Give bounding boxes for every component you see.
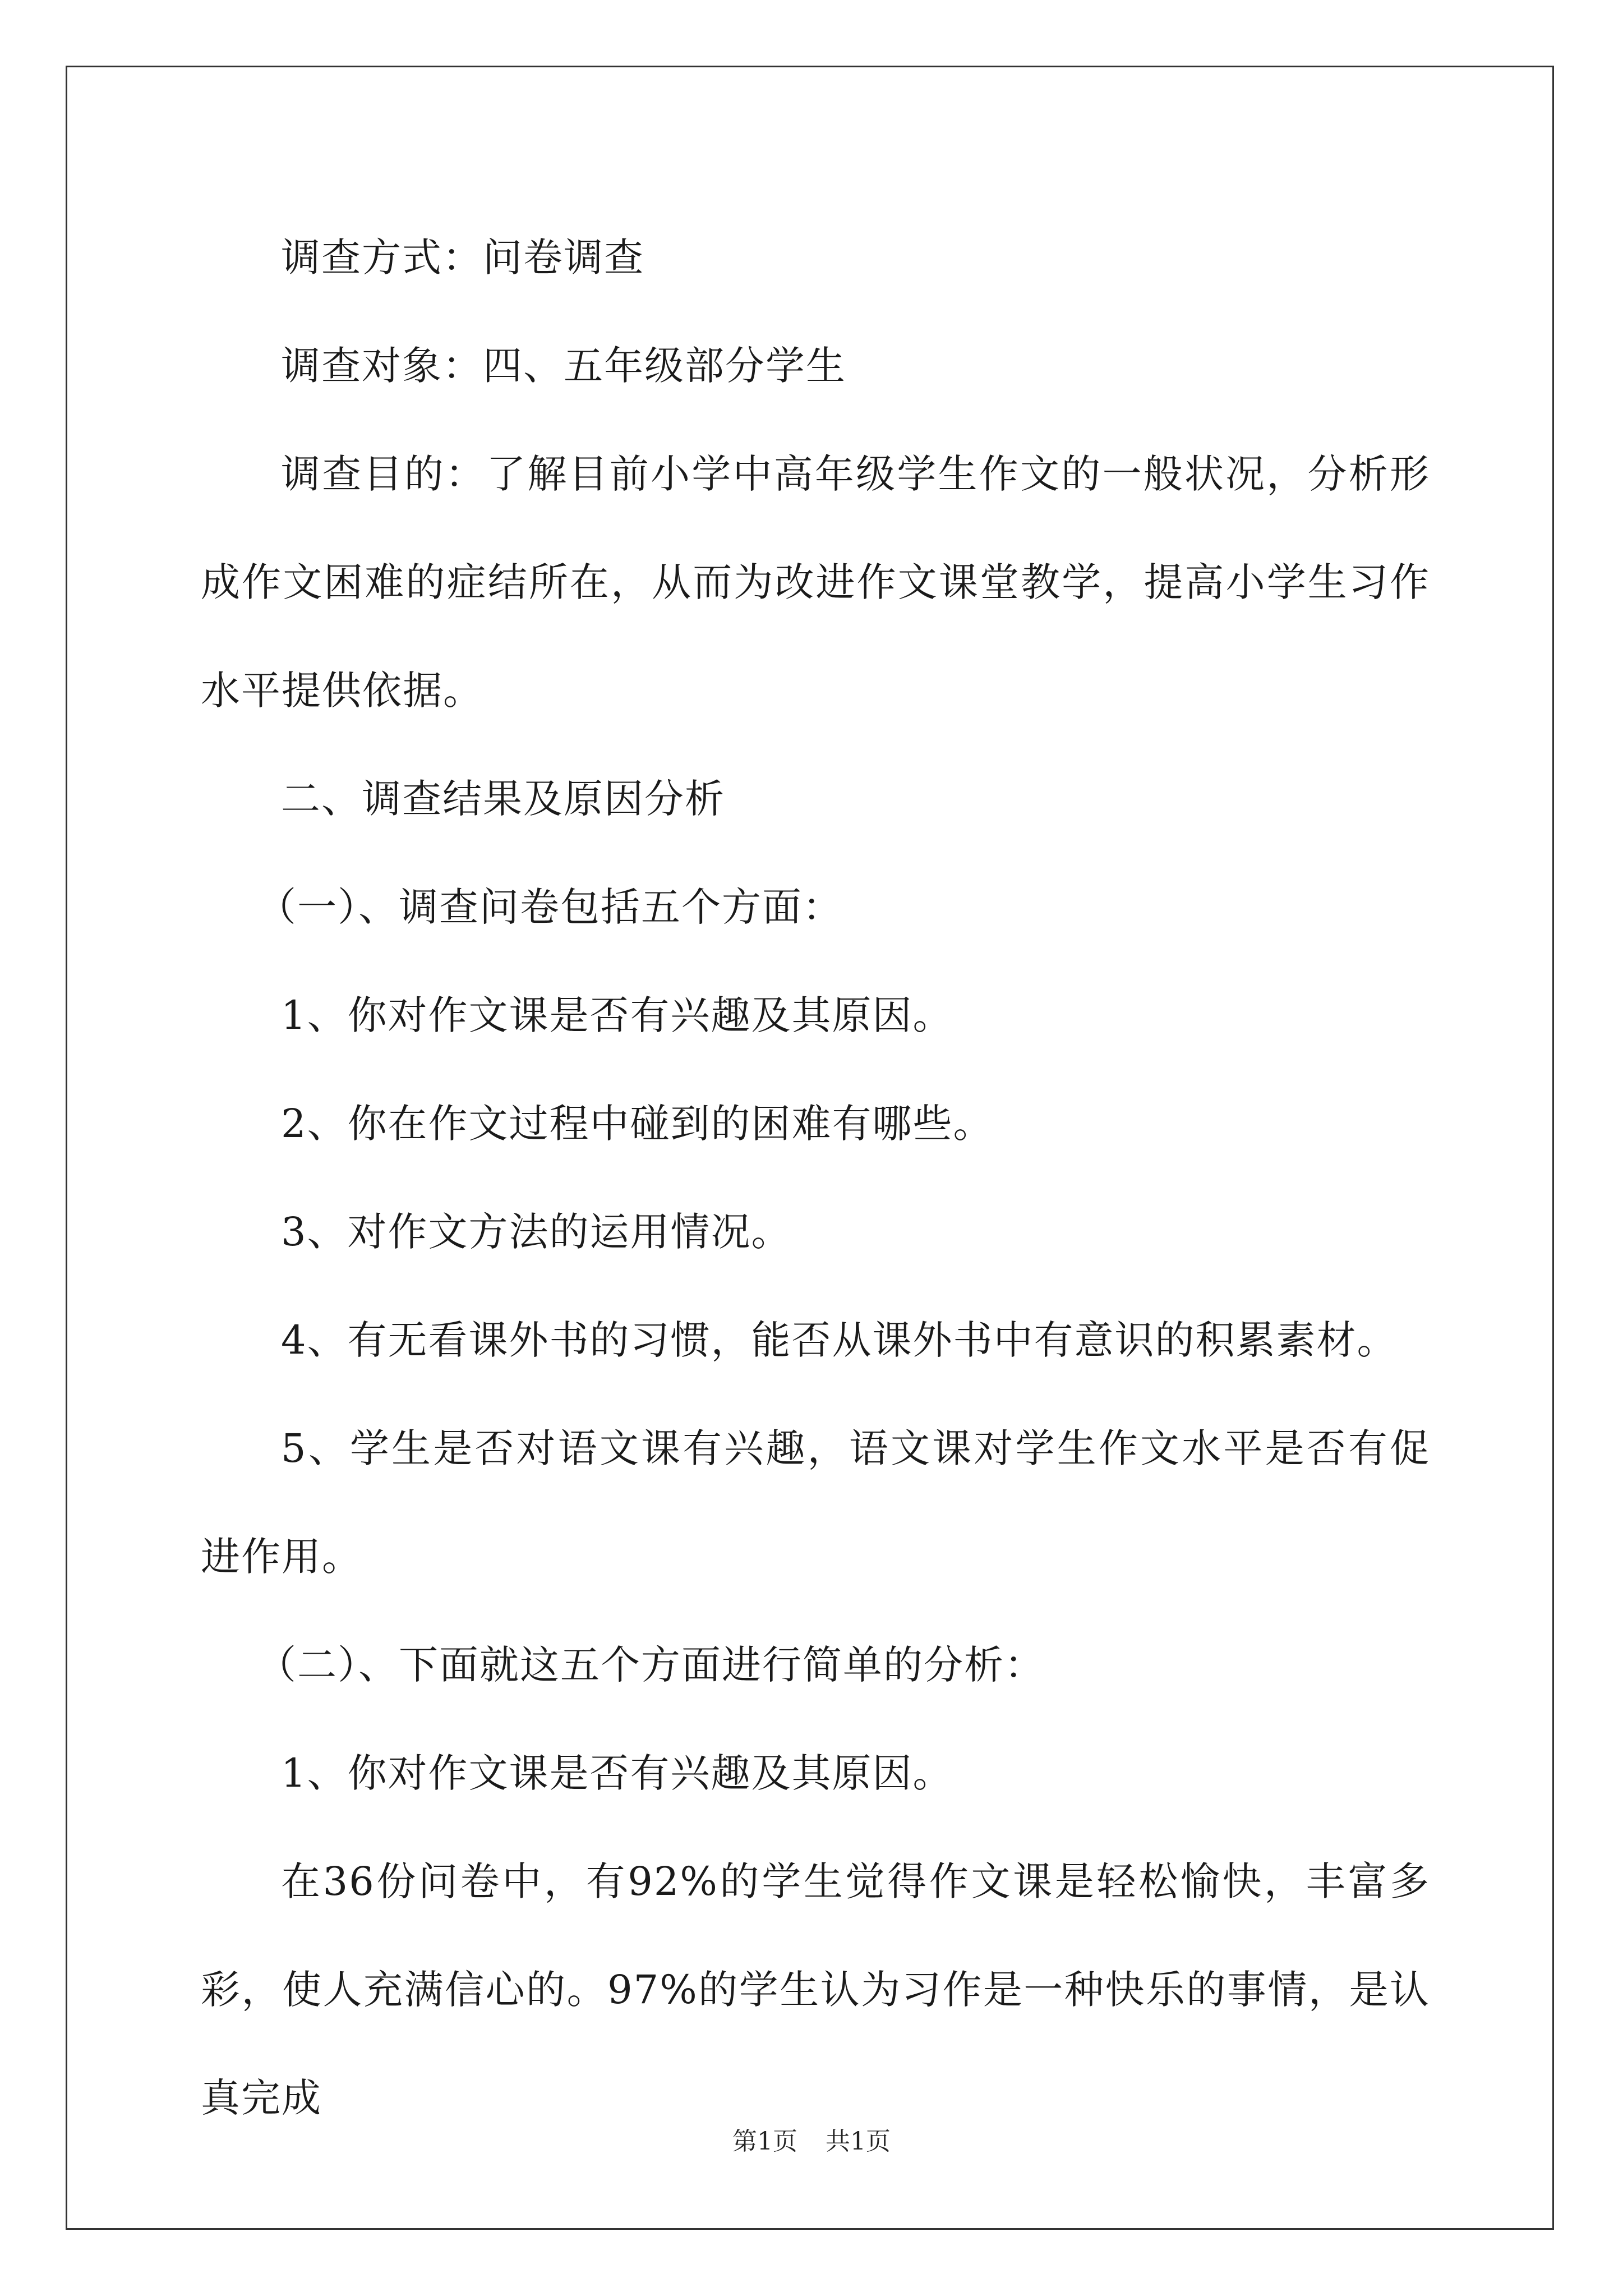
list-item: 1、你对作文课是否有兴趣及其原因。 xyxy=(281,1750,953,1796)
list-item: 2、你在作文过程中碰到的困难有哪些。 xyxy=(281,1101,994,1147)
list-item: 5、学生是否对语文课有兴趣，语文课对学生作文水平是否有促进作用。 xyxy=(201,1425,1430,1580)
document-body xyxy=(201,204,1430,2152)
list-item: 4、有无看课外书的习惯，能否从课外书中有意识的积累素材。 xyxy=(281,1317,1398,1363)
list-item: 1、你对作文课是否有兴趣及其原因。 xyxy=(281,992,953,1038)
paragraph-analysis: 在36份问卷中，有92%的学生觉得作文课是轻松愉快，丰富多彩，使人充满信心的。97%的学生认为习作是一种快乐的事情，是认真完成 xyxy=(201,1858,1430,2121)
page-number: 第1页 xyxy=(732,2127,797,2156)
page-footer xyxy=(0,2125,1623,2159)
paragraph-survey-purpose: 调查目的：了解目前小学中高年级学生作文的一般状况，分析形成作文困难的症结所在，从而为改进作文课堂教学，提高小学生习作水平提供依据。 xyxy=(201,451,1430,714)
paragraph-survey-subject: 调查对象：四、五年级部分学生 xyxy=(281,343,846,389)
list-item: 3、对作文方法的运用情况。 xyxy=(281,1209,792,1255)
subsection-heading: （二）、下面就这五个方面进行简单的分析： xyxy=(257,1642,1045,1688)
subsection-heading: （一）、调查问卷包括五个方面： xyxy=(257,884,843,930)
paragraph-survey-method: 调查方式：问卷调查 xyxy=(281,234,644,280)
section-heading: 二、调查结果及原因分析 xyxy=(281,776,725,822)
page-total: 共1页 xyxy=(826,2127,891,2156)
